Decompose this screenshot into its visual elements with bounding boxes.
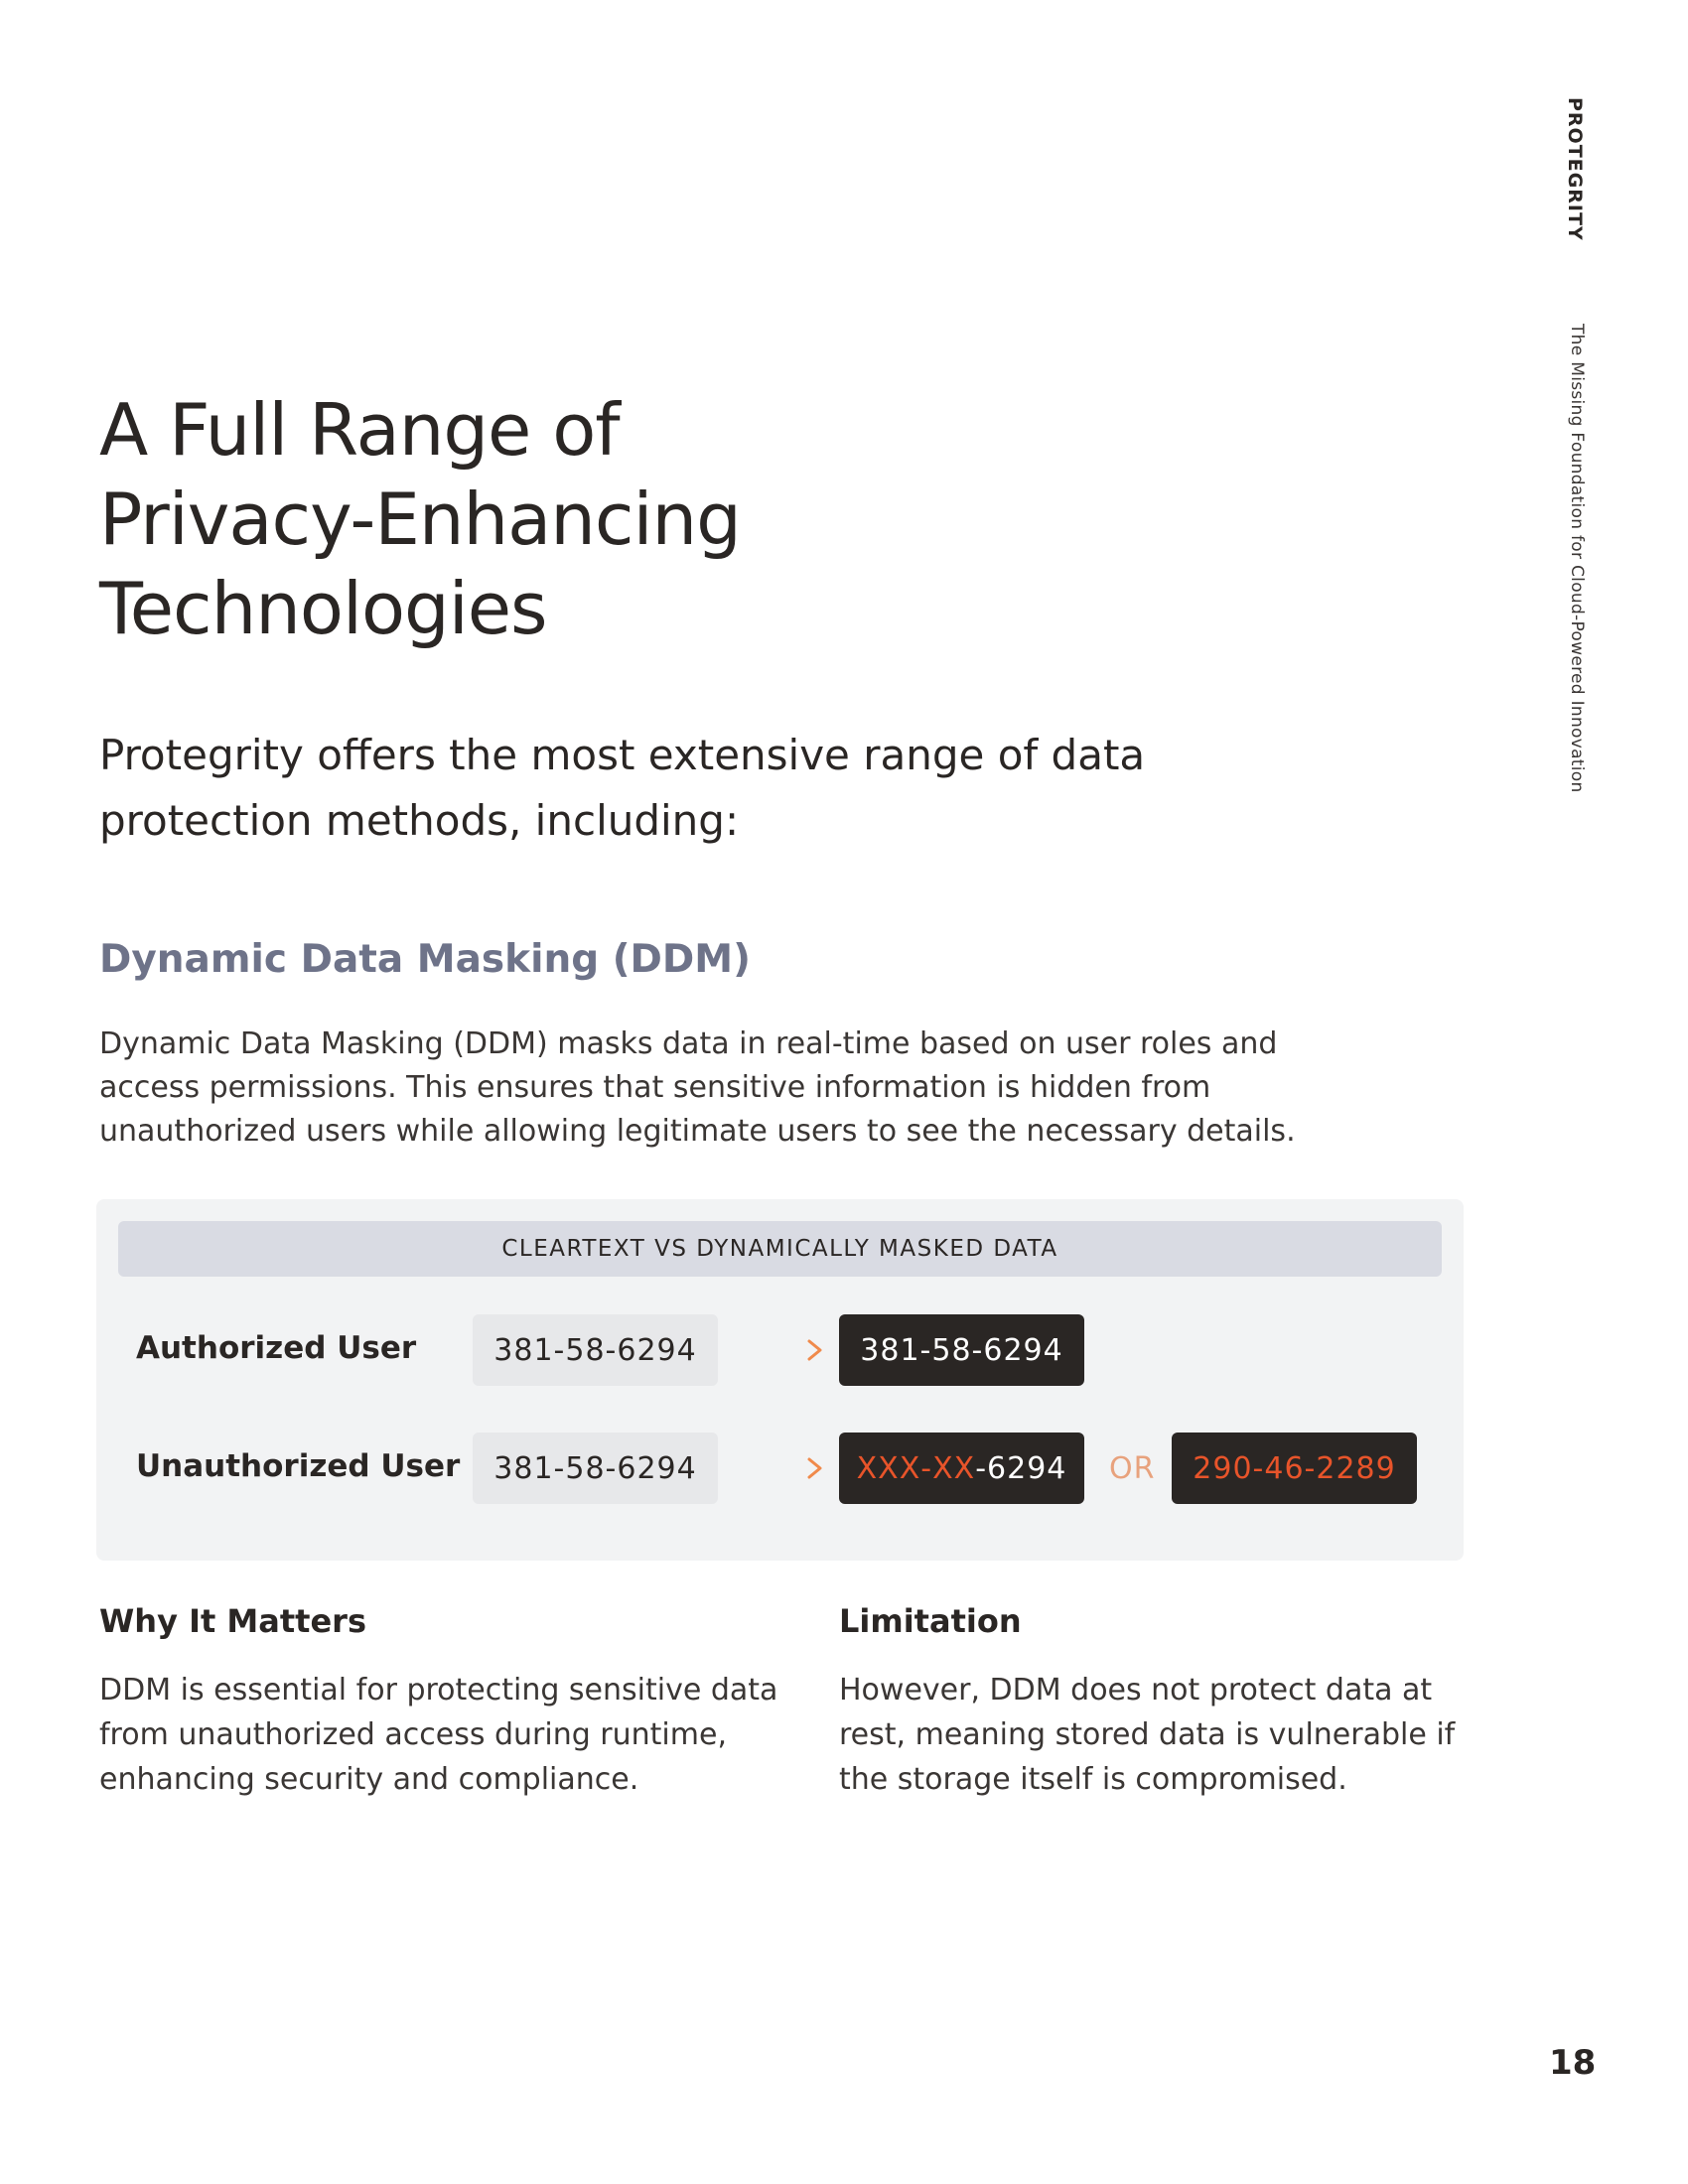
visible-segment: -6294 (975, 1450, 1067, 1486)
masked-segment: XX (932, 1450, 976, 1486)
section-heading: Dynamic Data Masking (DDM) (99, 937, 751, 982)
masking-diagram (96, 1199, 1464, 1561)
unauthorized-cleartext-value: 381-58-6294 (473, 1433, 718, 1504)
tokenized-output-value: 290-46-2289 (1172, 1433, 1417, 1504)
why-it-matters-heading: Why It Matters (99, 1602, 366, 1640)
intro-paragraph (99, 723, 1291, 854)
limitation-heading: Limitation (839, 1602, 1022, 1640)
arrow-right-icon (742, 1338, 823, 1362)
body-line: the storage itself is compromised. (839, 1762, 1347, 1797)
page-title-line: Privacy-Enhancing (99, 478, 741, 561)
page-title-line: A Full Range of (99, 388, 620, 472)
or-label: OR (1109, 1451, 1156, 1486)
body-line: DDM is essential for protecting sensitive data (99, 1673, 778, 1707)
page-title (99, 385, 993, 653)
description-line: access permissions. This ensures that sensitive information is hidden from (99, 1070, 1211, 1105)
authorized-output-value: 381-58-6294 (839, 1314, 1084, 1386)
page-title-line: Technologies (99, 567, 547, 650)
authorized-cleartext-value: 381-58-6294 (473, 1314, 718, 1386)
description-line: unauthorized users while allowing legitimate users to see the necessary details. (99, 1114, 1296, 1149)
limitation-body (839, 1668, 1534, 1802)
masked-separator: - (920, 1450, 933, 1486)
section-description (99, 1023, 1489, 1154)
masked-segment: XXX (856, 1450, 921, 1486)
body-line: rest, meaning stored data is vulnerable if (839, 1717, 1456, 1752)
why-it-matters-body (99, 1668, 794, 1802)
page-number: 18 (1549, 2043, 1597, 2083)
document-title-vertical: The Missing Foundation for Cloud-Powered Innovation (1567, 324, 1587, 793)
description-line: Dynamic Data Masking (DDM) masks data in real-time based on user roles and (99, 1026, 1278, 1061)
brand-wordmark: PROTEGRITY (1564, 97, 1586, 241)
intro-line: Protegrity offers the most extensive range of data (99, 731, 1146, 779)
body-line: enhancing security and compliance. (99, 1762, 639, 1797)
unauthorized-user-label: Unauthorized User (136, 1448, 461, 1484)
body-line: from unauthorized access during runtime, (99, 1717, 727, 1752)
diagram-header: CLEARTEXT VS DYNAMICALLY MASKED DATA (118, 1221, 1442, 1277)
masked-output-value (839, 1433, 1084, 1504)
authorized-user-label: Authorized User (136, 1330, 417, 1366)
body-line: However, DDM does not protect data at (839, 1673, 1433, 1707)
arrow-right-icon (742, 1456, 823, 1480)
intro-line: protection methods, including: (99, 796, 740, 845)
